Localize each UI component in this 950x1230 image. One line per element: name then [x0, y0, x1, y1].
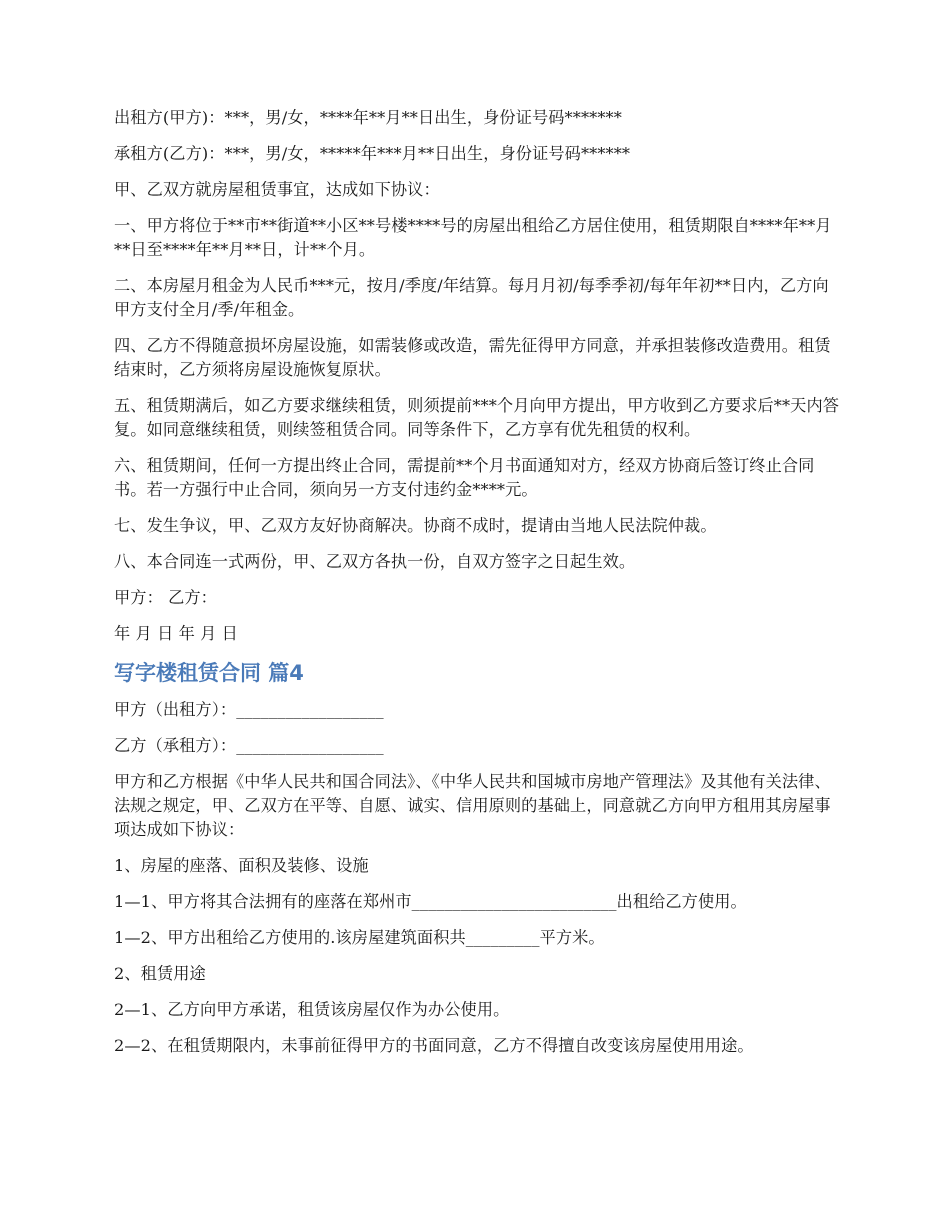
article-2-title: 2、租赁用途: [114, 964, 206, 983]
agreement-intro: 甲、乙双方就房屋租赁事宜，达成如下协议：: [114, 180, 440, 199]
document-page: [114, 106, 842, 1070]
article-1-1: 1—1、甲方将其合法拥有的座落在郑州市_________________________出租给乙方使用。: [114, 892, 747, 911]
article-2-1: 2—1、乙方向甲方承诺，租赁该房屋仅作为办公使用。: [114, 1000, 510, 1019]
clause-2: 二、本房屋月租金为人民币***元，按月/季度/年结算。每月月初/每季季初/每年年初**日内，乙方向甲方支付全月/季/年租金。: [114, 276, 829, 319]
clause-6: 六、租赁期间，任何一方提出终止合同，需提前**个月书面通知对方，经双方协商后签订终止合同书。若一方强行中止合同，须向另一方支付违约金****元。: [114, 456, 815, 499]
article-2-2: 2—2、在租赁期限内，未事前征得甲方的书面同意，乙方不得擅自改变该房屋使用用途。: [114, 1036, 754, 1055]
section-heading: 写字楼租赁合同 篇4: [114, 661, 304, 685]
clause-8: 八、本合同连一式两份，甲、乙双方各执一份，自双方签字之日起生效。: [114, 552, 636, 571]
clause-7: 七、发生争议，甲、乙双方友好协商解决。协商不成时，提请由当地人民法院仲裁。: [114, 516, 717, 535]
clause-4: 四、乙方不得随意损坏房屋设施，如需装修或改造，需先征得甲方同意，并承担装修改造费用。租赁结束时，乙方须将房屋设施恢复原状。: [114, 336, 831, 379]
signature-line: 甲方： 乙方：: [114, 588, 217, 607]
clause-1: 一、甲方将位于**市**街道**小区**号楼****号的房屋出租给乙方居住使用，租赁期限自****年**月**日至****年**月**日，计**个月。: [114, 216, 832, 259]
date-line: 年 月 日 年 月 日: [114, 624, 238, 643]
party-a-line: 甲方（出租方）：__________________: [114, 700, 384, 719]
clause-5: 五、租赁期满后，如乙方要求继续租赁，则须提前***个月向甲方提出，甲方收到乙方要求后**天内答复。如同意继续租赁，则续签租赁合同。同等条件下，乙方享有优先租赁的权利。: [114, 396, 840, 439]
article-1-title: 1、房屋的座落、面积及装修、设施: [114, 856, 369, 875]
lessor-line: 出租方(甲方)：***，男/女，****年**月**日出生，身份证号码*******: [114, 108, 622, 127]
article-1-2: 1—2、甲方出租给乙方使用的.该房屋建筑面积共_________平方米。: [114, 928, 605, 947]
preamble: 甲方和乙方根据《中华人民共和国合同法》、《中华人民共和国城市房地产管理法》及其他有关法律、法规之规定，甲、乙双方在平等、自愿、诚实、信用原则的基础上，同意就乙方向甲方租用其房屋事项达成如下协议：: [114, 772, 831, 839]
party-b-line: 乙方（承租方）：__________________: [114, 736, 384, 755]
lessee-line: 承租方(乙方)：***，男/女，*****年***月**日出生，身份证号码******: [114, 144, 631, 163]
